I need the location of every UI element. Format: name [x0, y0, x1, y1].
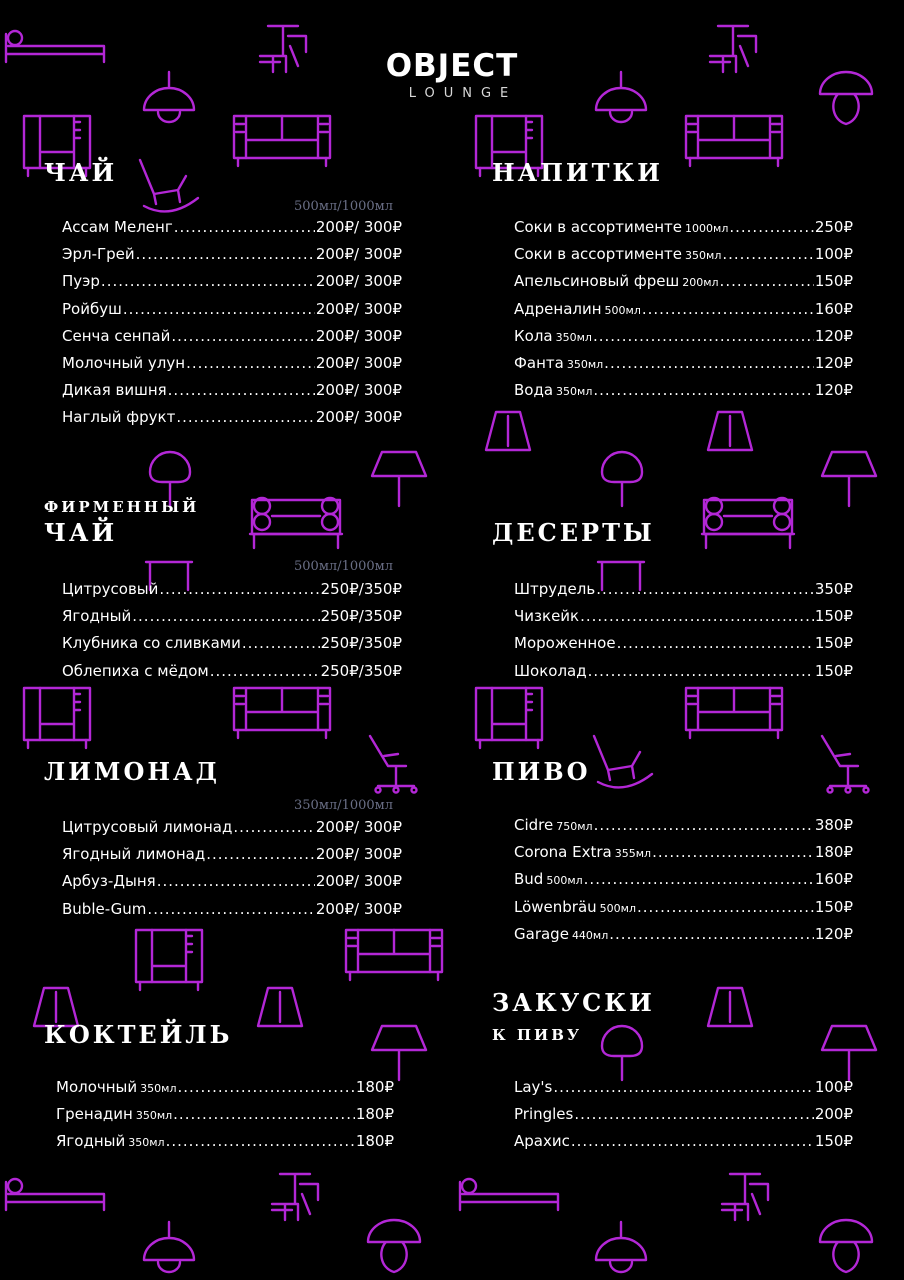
dot-leader — [173, 1105, 355, 1123]
menu-item-price: 150₽ — [814, 272, 853, 291]
snacks-menu-list — [514, 1078, 853, 1160]
dot-leader — [642, 300, 814, 318]
menu-item-name: Пуэр — [62, 272, 100, 291]
menu-item-row — [62, 245, 402, 272]
menu-item-price: 120₽ — [814, 326, 853, 345]
beer-menu-list — [514, 816, 853, 952]
dot-leader — [101, 272, 315, 290]
menu-item-row — [62, 607, 402, 634]
menu-item-price: 250₽/350₽ — [320, 634, 402, 653]
tea-volume-label: 500мл/1000мл — [294, 199, 394, 214]
menu-item-price: 150₽ — [814, 661, 853, 680]
menu-item-name: Наглый фрукт — [62, 408, 176, 427]
menu-item-name: Löwenbräu — [514, 897, 597, 916]
menu-item-name: Ягодный лимонад — [62, 845, 206, 864]
menu-item-volume: 1000мл — [685, 222, 729, 235]
section-title-drinks: НАПИТКИ — [492, 158, 663, 187]
menu-item-row — [56, 1105, 394, 1132]
menu-item-volume: 350мл — [135, 1109, 173, 1123]
menu-item-row — [514, 1105, 853, 1132]
dot-leader — [177, 1078, 354, 1096]
dot-leader — [553, 1078, 813, 1096]
menu-item-price: 200₽/ 300₽ — [315, 272, 402, 291]
menu-item-volume: 200мл — [682, 276, 719, 290]
lemonade-menu-list — [62, 818, 402, 927]
dot-leader — [571, 1132, 814, 1150]
dot-leader — [588, 662, 814, 680]
dot-leader — [233, 818, 314, 836]
dot-leader — [157, 872, 315, 890]
menu-item-row — [514, 1078, 853, 1105]
dot-leader — [210, 662, 320, 680]
dot-leader — [722, 245, 813, 263]
menu-item-price: 200₽/ 300₽ — [315, 218, 402, 236]
dot-leader — [596, 580, 814, 598]
section-title-desserts: ДЕСЕРТЫ — [492, 518, 655, 547]
menu-item-name: Облепиха с мёдом — [62, 661, 209, 680]
menu-item-price: 200₽/ 300₽ — [315, 818, 402, 836]
menu-item-price: 150₽ — [814, 634, 853, 653]
menu-item-row — [62, 845, 402, 872]
dot-leader — [147, 900, 314, 918]
section-title-signature-tea: ЧАЙ — [44, 518, 118, 547]
menu-item-row — [62, 300, 402, 327]
menu-item-price: 200₽/ 300₽ — [315, 326, 402, 345]
menu-item-price: 250₽ — [814, 218, 853, 236]
menu-item-volume: 500мл — [546, 874, 583, 888]
section-title-beer: ПИВО — [492, 757, 591, 786]
dot-leader — [174, 218, 315, 236]
menu-item-volume: 750мл — [556, 820, 593, 833]
dot-leader — [652, 843, 814, 861]
menu-item-name: Чизкейк — [514, 607, 580, 626]
menu-item-volume: 350мл — [556, 385, 593, 399]
signature-tea-menu-list — [62, 580, 402, 689]
menu-item-row — [514, 245, 853, 272]
menu-item-volume: 500мл — [599, 901, 636, 915]
section-title-lemonade: ЛИМОНАД — [44, 757, 220, 786]
lemonade-volume-label: 350мл/1000мл — [294, 798, 394, 813]
menu-item-name: Ягодный — [62, 607, 132, 626]
brand-logo — [0, 48, 904, 101]
menu-item-row — [514, 354, 853, 381]
menu-item-name: Гренадин — [56, 1105, 133, 1124]
menu-item-price: 200₽ — [814, 1105, 853, 1124]
menu-item-name: Corona Extra — [514, 843, 612, 862]
dot-leader — [609, 925, 814, 943]
menu-item-price: 150₽ — [814, 607, 853, 626]
menu-item-price: 100₽ — [814, 1078, 853, 1096]
dot-leader — [617, 634, 814, 652]
menu-item-name: Сенча сенпай — [62, 326, 171, 345]
menu-item-row — [514, 898, 853, 925]
menu-item-row — [514, 580, 853, 607]
menu-item-price: 200₽/ 300₽ — [315, 245, 402, 264]
menu-item-row — [62, 900, 402, 927]
menu-item-price: 120₽ — [814, 381, 853, 400]
menu-item-name: Дикая вишня — [62, 381, 167, 400]
menu-item-name: Цитрусовый лимонад — [62, 818, 233, 836]
dot-leader — [166, 1132, 355, 1150]
menu-item-name: Клубника со сливками — [62, 634, 241, 653]
menu-item-row — [514, 816, 853, 843]
menu-item-volume: 350мл — [140, 1082, 177, 1095]
menu-item-volume: 350мл — [566, 357, 604, 371]
menu-item-name: Апельсиновый фреш — [514, 272, 680, 291]
menu-item-name: Фанта — [514, 353, 564, 372]
dot-leader — [132, 607, 319, 625]
menu-item-name: Молочный улун — [62, 353, 186, 372]
menu-item-price: 250₽/350₽ — [320, 580, 402, 598]
menu-item-row — [62, 634, 402, 661]
brand-name: OBJECT — [385, 48, 519, 84]
section-title-snacks: ЗАКУСКИ — [492, 988, 655, 1017]
menu-item-row — [514, 381, 853, 408]
menu-item-row — [514, 1132, 853, 1159]
dot-leader — [186, 354, 315, 372]
menu-item-price: 380₽ — [814, 816, 853, 834]
tea-menu-list — [62, 218, 402, 436]
menu-item-name: Штрудель — [514, 580, 596, 598]
menu-item-name: Адреналин — [514, 299, 602, 318]
menu-item-row — [514, 300, 853, 327]
menu-item-price: 150₽ — [814, 897, 853, 916]
menu-item-price: 180₽ — [355, 1105, 394, 1124]
menu-item-name: Ассам Меленг — [62, 218, 173, 236]
menu-item-price: 200₽/ 300₽ — [315, 299, 402, 318]
dot-leader — [729, 218, 813, 236]
menu-item-price: 100₽ — [814, 245, 853, 264]
menu-item-volume: 350мл — [555, 330, 592, 344]
menu-item-price: 200₽/ 300₽ — [315, 872, 402, 891]
menu-item-price: 180₽ — [355, 1132, 394, 1151]
section-title-cocktail: КОКТЕЙЛЬ — [44, 1020, 233, 1049]
menu-item-price: 250₽/350₽ — [320, 607, 402, 626]
menu-item-volume: 350мл — [128, 1136, 165, 1150]
menu-item-name: Мороженное — [514, 634, 616, 653]
menu-item-name: Соки в ассортименте — [514, 245, 683, 264]
dot-leader — [584, 870, 814, 888]
menu-item-row — [514, 272, 853, 299]
dot-leader — [720, 272, 814, 290]
menu-item-name: Соки в ассортименте — [514, 218, 683, 236]
section-subtitle-snacks: К ПИВУ — [492, 1026, 583, 1044]
menu-item-name: Cidre — [514, 816, 554, 834]
cocktail-menu-list — [56, 1078, 394, 1160]
menu-item-row — [62, 408, 402, 435]
menu-item-price: 200₽/ 300₽ — [315, 381, 402, 400]
menu-item-row — [514, 634, 853, 661]
menu-item-name: Вода — [514, 381, 554, 400]
menu-item-name: Lay's — [514, 1078, 553, 1096]
menu-item-row — [62, 580, 402, 607]
dot-leader — [593, 327, 814, 345]
menu-item-row — [62, 272, 402, 299]
dot-leader — [574, 1105, 813, 1123]
menu-item-price: 200₽/ 300₽ — [315, 899, 402, 918]
dot-leader — [594, 816, 814, 834]
menu-item-price: 180₽ — [814, 843, 853, 862]
menu-item-name: Эрл-Грей — [62, 245, 135, 264]
section-title-tea: ЧАЙ — [44, 158, 118, 187]
menu-item-price: 160₽ — [814, 870, 853, 889]
menu-item-row — [514, 870, 853, 897]
dot-leader — [171, 327, 314, 345]
menu-item-row — [514, 925, 853, 952]
menu-item-row — [62, 818, 402, 845]
menu-item-price: 160₽ — [814, 299, 853, 318]
menu-item-name: Кола — [514, 326, 553, 345]
dot-leader — [168, 381, 315, 399]
menu-item-row — [514, 662, 853, 689]
menu-item-name: Молочный — [56, 1078, 138, 1096]
dot-leader — [637, 898, 814, 916]
menu-item-row — [62, 354, 402, 381]
menu-item-price: 200₽/ 300₽ — [315, 353, 402, 372]
menu-item-price: 180₽ — [355, 1078, 394, 1096]
menu-item-name: Bud — [514, 870, 544, 889]
menu-item-row — [56, 1132, 394, 1159]
menu-item-price: 250₽/350₽ — [320, 661, 402, 680]
menu-item-name: Шоколад — [514, 661, 587, 680]
menu-item-row — [62, 327, 402, 354]
menu-item-price: 200₽/ 300₽ — [315, 408, 402, 427]
menu-item-price: 120₽ — [814, 924, 853, 943]
menu-item-row — [514, 607, 853, 634]
dot-leader — [206, 845, 315, 863]
menu-item-name: Buble-Gum — [62, 899, 147, 918]
menu-item-name: Цитрусовый — [62, 580, 159, 598]
menu-item-row — [62, 218, 402, 245]
dot-leader — [242, 634, 320, 652]
signature-tea-volume-label: 500мл/1000мл — [294, 559, 394, 574]
menu-item-row — [62, 662, 402, 689]
menu-item-volume: 355мл — [614, 847, 652, 861]
dot-leader — [136, 245, 315, 263]
menu-item-name: Арахис — [514, 1132, 570, 1151]
menu-item-volume: 500мл — [604, 303, 641, 317]
menu-item-row — [514, 843, 853, 870]
menu-item-name: Ягодный — [56, 1132, 126, 1151]
dot-leader — [159, 580, 319, 598]
dot-leader — [176, 408, 315, 426]
menu-item-row — [56, 1078, 394, 1105]
menu-item-price: 150₽ — [814, 1132, 853, 1151]
menu-item-name: Pringles — [514, 1105, 574, 1124]
menu-item-row — [62, 872, 402, 899]
menu-item-name: Арбуз-Дыня — [62, 872, 156, 891]
dot-leader — [123, 300, 315, 318]
drinks-menu-list — [514, 218, 853, 408]
section-title-signature-tea-top: ФИРМЕННЫЙ — [44, 498, 200, 516]
menu-item-row — [514, 327, 853, 354]
brand-subtitle: LOUNGE — [408, 86, 518, 101]
menu-item-volume: 440мл — [571, 928, 609, 942]
menu-item-name: Garage — [514, 924, 569, 943]
dot-leader — [593, 381, 813, 399]
menu-item-row — [514, 218, 853, 245]
menu-item-row — [62, 381, 402, 408]
menu-item-price: 120₽ — [814, 353, 853, 372]
menu-item-volume: 350мл — [685, 249, 722, 263]
desserts-menu-list — [514, 580, 853, 689]
dot-leader — [604, 354, 814, 372]
menu-item-price: 200₽/ 300₽ — [315, 845, 402, 864]
dot-leader — [580, 607, 814, 625]
menu-item-price: 350₽ — [814, 580, 853, 598]
menu-item-name: Ройбуш — [62, 299, 122, 318]
